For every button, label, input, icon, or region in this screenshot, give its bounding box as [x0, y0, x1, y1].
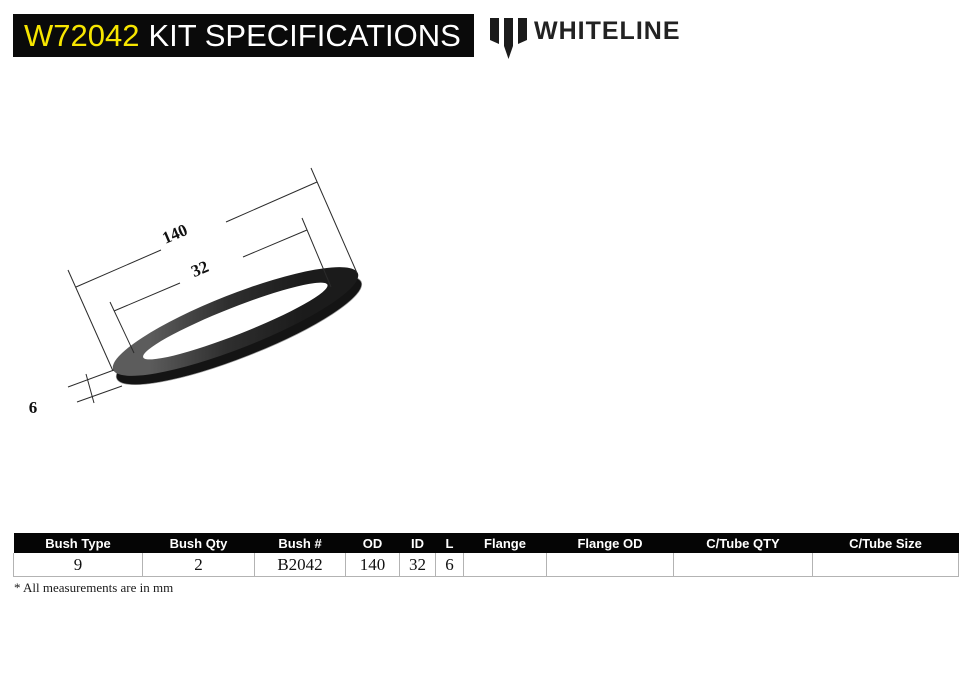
- dimension-line: [243, 230, 307, 257]
- extension-line: [311, 168, 357, 273]
- cell-l: 6: [436, 553, 464, 577]
- extension-line: [68, 370, 114, 387]
- cell-ctube-qty: [674, 553, 813, 577]
- cell-od: 140: [346, 553, 400, 577]
- dimension-thickness: [29, 370, 122, 417]
- column-header-ctube-size: C/Tube Size: [813, 533, 959, 553]
- page-title: KIT SPECIFICATIONS: [148, 17, 461, 53]
- column-header-od: OD: [346, 533, 400, 553]
- brand-name: WHITELINE: [534, 16, 681, 45]
- column-header-ctube-qty: C/Tube QTY: [674, 533, 813, 553]
- dimension-label-od: 140: [159, 220, 191, 248]
- dimension-label-id: 32: [188, 256, 212, 282]
- cell-flange: [464, 553, 547, 577]
- extension-line: [68, 270, 113, 371]
- dimension-line: [114, 283, 180, 311]
- column-header-flange: Flange: [464, 533, 547, 553]
- title-bar: [13, 14, 474, 57]
- column-header-l: L: [436, 533, 464, 553]
- column-header-bush-type: Bush Type: [14, 533, 143, 553]
- part-number: W72042: [24, 17, 140, 53]
- table-header-row: [14, 533, 959, 553]
- whiteline-w-icon: [490, 18, 527, 60]
- cell-bush-qty: 2: [143, 553, 255, 577]
- table-row: [14, 553, 959, 577]
- column-header-id: ID: [400, 533, 436, 553]
- cell-id: 32: [400, 553, 436, 577]
- kit-specifications-table: [13, 533, 959, 577]
- measurements-footnote: * All measurements are in mm: [14, 580, 174, 595]
- bushing-drawing: [0, 140, 420, 430]
- column-header-bush-number: Bush #: [255, 533, 346, 553]
- cell-ctube-size: [813, 553, 959, 577]
- cell-bush-number: B2042: [255, 553, 346, 577]
- dimension-line: [226, 182, 317, 222]
- dimension-label-thickness: 6: [28, 398, 38, 417]
- extension-line: [110, 302, 134, 353]
- cell-bush-type: 9: [14, 553, 143, 577]
- bushing-ring: [103, 248, 371, 403]
- dimension-line: [76, 250, 161, 287]
- cell-flange-od: [547, 553, 674, 577]
- column-header-bush-qty: Bush Qty: [143, 533, 255, 553]
- column-header-flange-od: Flange OD: [547, 533, 674, 553]
- extension-line: [77, 386, 122, 402]
